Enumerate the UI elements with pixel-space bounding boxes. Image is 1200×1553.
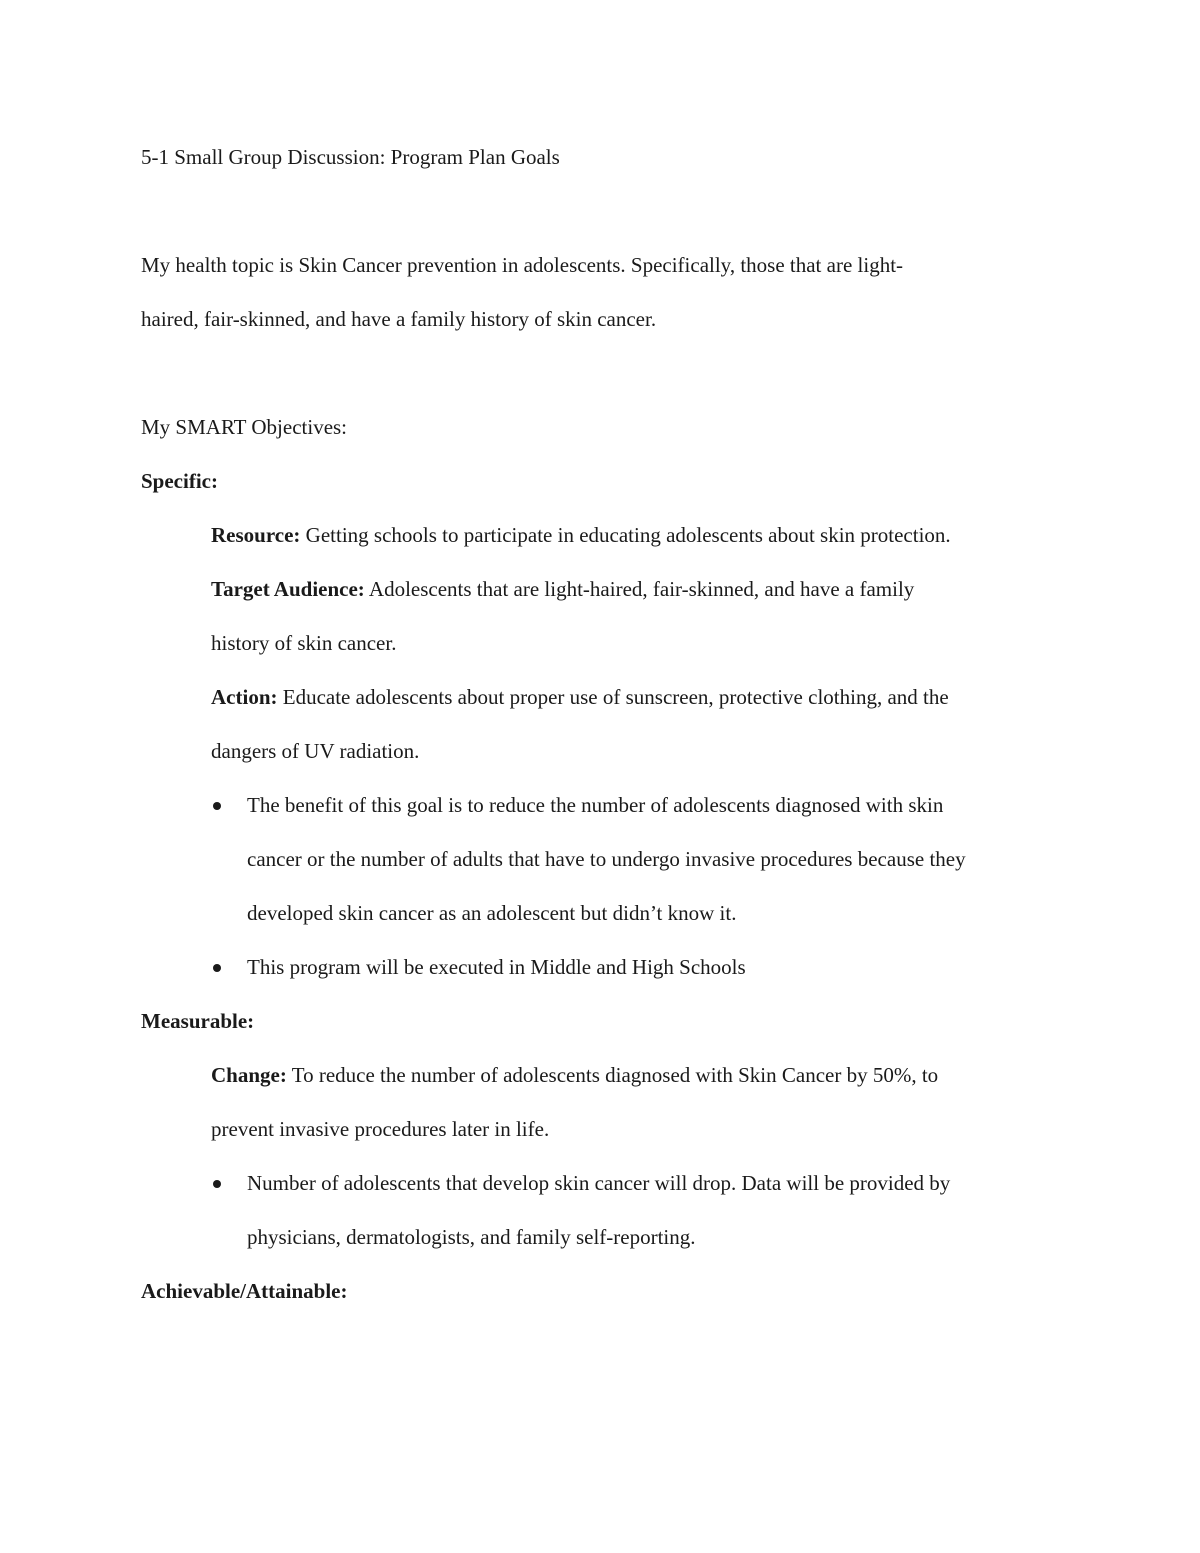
specific-bullet-2: This program will be executed in Middle and High Schools: [247, 955, 746, 979]
action-label: Action:: [211, 685, 278, 709]
bullet-icon: [213, 1180, 221, 1188]
change-line-1: [211, 1065, 938, 1086]
audience-line-2: history of skin cancer.: [211, 631, 397, 655]
action-line-1: [211, 687, 949, 708]
specific-bullet-1-line-3: developed skin cancer as an adolescent but didn’t know it.: [247, 901, 737, 925]
objectives-heading: My SMART Objectives:: [141, 415, 348, 439]
specific-bullet-1-line-2: cancer or the number of adults that have to undergo invasive procedures because they: [247, 847, 966, 871]
resource-label: Resource:: [211, 523, 301, 547]
bullet-icon: [213, 802, 221, 810]
achievable-heading: Achievable/Attainable:: [141, 1279, 348, 1303]
measurable-bullet-1-line-1: Number of adolescents that develop skin cancer will drop. Data will be provided by: [247, 1171, 951, 1195]
resource-text: Getting schools to participate in educating adolescents about skin protection.: [300, 523, 951, 547]
bullet-icon: [213, 964, 221, 972]
intro-line-2: haired, fair-skinned, and have a family history of skin cancer.: [141, 307, 657, 331]
measurable-bullet-1-line-2: physicians, dermatologists, and family self-reporting.: [247, 1225, 696, 1249]
measurable-heading: Measurable:: [141, 1009, 255, 1033]
audience-line-1: [211, 579, 914, 600]
action-text: Educate adolescents about proper use of sunscreen, protective clothing, and the: [277, 685, 949, 709]
change-label: Change:: [211, 1063, 287, 1087]
audience-label: Target Audience:: [211, 577, 365, 601]
change-text: To reduce the number of adolescents diagnosed with Skin Cancer by 50%, to: [286, 1063, 939, 1087]
intro-line-1: My health topic is Skin Cancer prevention in adolescents. Specifically, those that are light-: [141, 253, 904, 277]
specific-heading: Specific:: [141, 469, 218, 493]
change-line-2: prevent invasive procedures later in life.: [211, 1117, 550, 1141]
audience-text: Adolescents that are light-haired, fair-skinned, and have a family: [364, 577, 915, 601]
document-title: 5-1 Small Group Discussion: Program Plan Goals: [141, 145, 560, 169]
specific-bullet-1-line-1: The benefit of this goal is to reduce the number of adolescents diagnosed with skin: [247, 793, 944, 817]
resource-line: [211, 525, 951, 546]
action-line-2: dangers of UV radiation.: [211, 739, 420, 763]
